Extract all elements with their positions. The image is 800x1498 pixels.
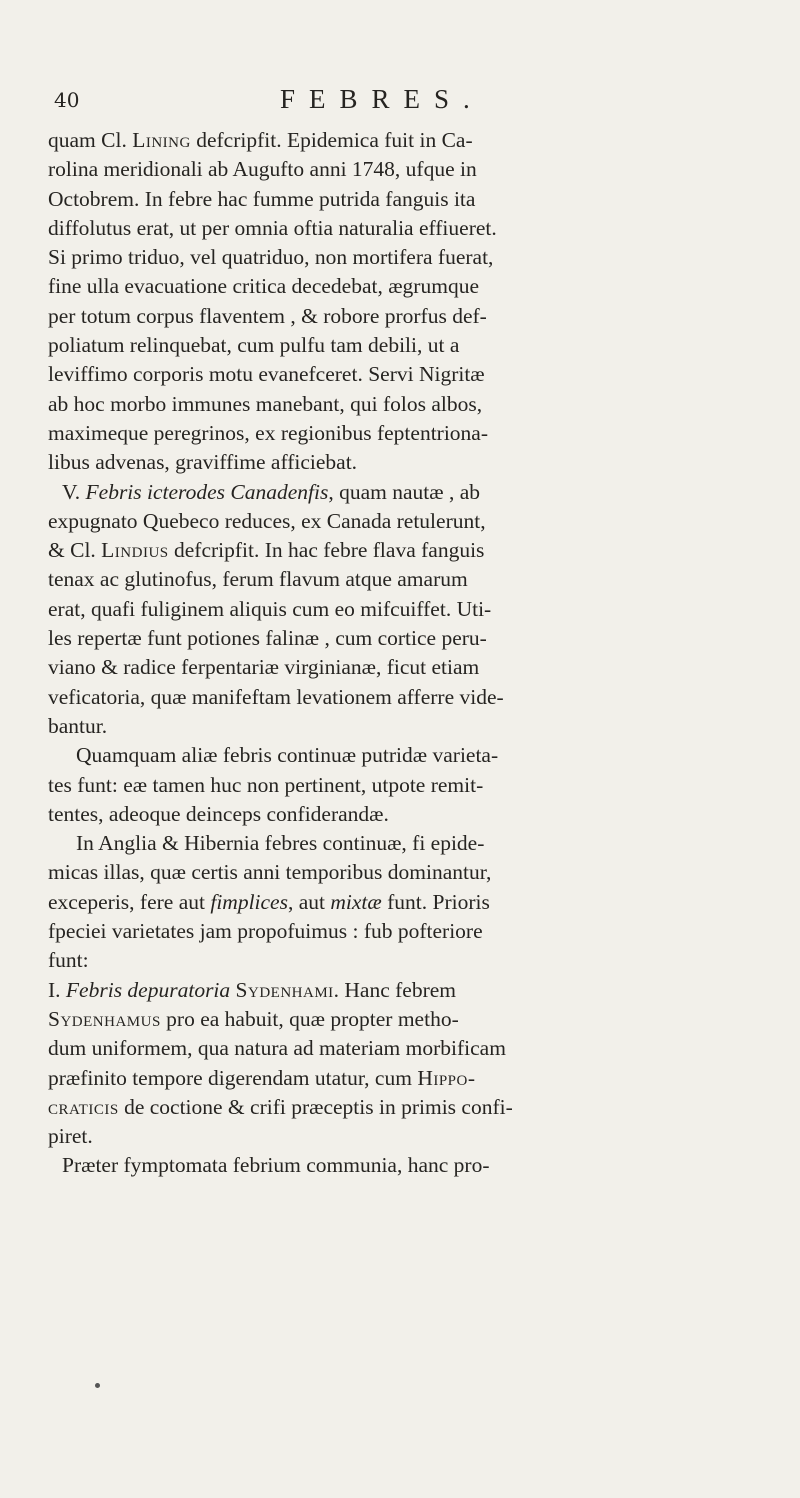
text-run: . Hanc febrem xyxy=(333,977,457,1002)
text-line xyxy=(48,741,760,770)
text-line xyxy=(48,888,760,917)
text-line xyxy=(48,478,760,507)
small-caps-name: Sydenhami xyxy=(235,977,334,1002)
text-run: ab hoc morbo immunes manebant, qui folos albos, xyxy=(48,391,483,416)
text-line xyxy=(48,917,760,946)
text-line xyxy=(48,771,760,800)
text-line xyxy=(48,565,760,594)
text-line xyxy=(48,360,760,389)
body-text xyxy=(48,126,760,1181)
text-run: viano & radice ferpentariæ virginianæ, ficut etiam xyxy=(48,655,480,680)
text-line xyxy=(48,683,760,712)
text-run: de coctione & crifi præceptis in primis confi- xyxy=(118,1094,513,1119)
text-run: In Anglia & Hibernia febres continuæ, fi epide- xyxy=(76,831,485,856)
page-number: 40 xyxy=(54,88,80,112)
text-line xyxy=(48,800,760,829)
text-line xyxy=(48,829,760,858)
text-run: dum uniformem, qua natura ad materiam morbificam xyxy=(48,1036,506,1061)
text-line xyxy=(48,448,760,477)
text-line xyxy=(48,419,760,448)
italic-term: Febris icterodes Canadenfis xyxy=(85,479,329,504)
text-run: fpeciei varietates jam propofuimus : fub pofteriore xyxy=(48,919,483,944)
printer-mark-dot xyxy=(95,1383,100,1388)
text-line xyxy=(48,1122,760,1151)
text-run: præfinito tempore digerendam utatur, cum xyxy=(48,1065,418,1090)
text-run: Octobrem. In febre hac fumme putrida fanguis ita xyxy=(48,186,476,211)
text-run: Præter fymptomata febrium communia, hanc pro- xyxy=(62,1153,490,1178)
text-line xyxy=(48,302,760,331)
text-run: V. xyxy=(62,479,86,504)
text-line xyxy=(48,214,760,243)
text-run: I. xyxy=(48,977,66,1002)
text-line xyxy=(48,507,760,536)
text-run: tenax ac glutinofus, ferum flavum atque amarum xyxy=(48,567,468,592)
italic-term: Febris depuratoria xyxy=(65,977,231,1002)
text-run: leviffimo corporis motu evanefceret. Servi Nigritæ xyxy=(48,362,485,387)
text-line xyxy=(48,976,760,1005)
text-run: , quam nautæ , ab xyxy=(328,479,481,504)
text-run: erat, quafi fuliginem aliquis cum eo mifcuiffet. Uti- xyxy=(48,596,492,621)
text-line xyxy=(48,536,760,565)
text-run: exceperis, fere aut xyxy=(48,889,211,914)
small-caps-name: craticis xyxy=(48,1094,119,1119)
text-run: diffolutus erat, ut per omnia oftia naturalia effiueret. xyxy=(48,215,497,240)
text-run: tentes, adeoque deinceps confiderandæ. xyxy=(48,801,389,826)
text-line xyxy=(48,126,760,155)
text-line xyxy=(48,858,760,887)
text-line xyxy=(48,1064,760,1093)
text-line xyxy=(48,331,760,360)
text-line xyxy=(48,1005,760,1034)
text-run: Si primo triduo, vel quatriduo, non mortifera fuerat, xyxy=(48,245,494,270)
text-run: defcripfit. Epidemica fuit in Ca- xyxy=(190,128,473,152)
text-run: bantur. xyxy=(48,713,108,738)
small-caps-name: Lindius xyxy=(101,538,169,563)
text-run: tes funt: eæ tamen huc non pertinent, utpote remit- xyxy=(48,772,484,797)
text-run: funt. Prioris xyxy=(381,889,490,914)
text-line xyxy=(48,272,760,301)
text-line xyxy=(48,155,760,184)
text-line xyxy=(48,946,760,975)
text-run: , aut xyxy=(287,889,331,914)
text-run: pro ea habuit, quæ propter metho- xyxy=(160,1006,459,1031)
text-run: quam Cl. xyxy=(48,128,133,152)
small-caps-name: Sydenhamus xyxy=(48,1006,161,1031)
italic-term: fimplices xyxy=(210,889,288,914)
text-run: defcripfit. In hac febre flava fanguis xyxy=(168,538,485,563)
text-line xyxy=(48,653,760,682)
text-line xyxy=(48,595,760,624)
text-line xyxy=(48,185,760,214)
small-caps-name: Lining xyxy=(132,128,191,152)
running-head: FEBRES. xyxy=(280,84,484,114)
text-run: fine ulla evacuatione critica decedebat, ægrumque xyxy=(48,274,479,299)
text-run: les repertæ funt potiones falinæ , cum cortice peru- xyxy=(48,626,487,651)
text-line xyxy=(48,1034,760,1063)
page-header xyxy=(54,84,754,118)
text-run: per totum corpus flaventem , & robore prorfus def- xyxy=(48,303,487,328)
text-run: piret. xyxy=(48,1124,93,1149)
text-line xyxy=(48,1151,760,1180)
small-caps-name: Hippo- xyxy=(417,1065,476,1090)
text-run: poliatum relinquebat, cum pulfu tam debili, ut a xyxy=(48,333,460,358)
text-run: & Cl. xyxy=(48,538,102,563)
text-line xyxy=(48,624,760,653)
text-run: veficatoria, quæ manifeftam levationem afferre vide- xyxy=(48,684,504,709)
text-line xyxy=(48,243,760,272)
text-run: funt: xyxy=(48,948,89,973)
text-run: maximeque peregrinos, ex regionibus feptentriona- xyxy=(48,420,489,445)
text-run: rolina meridionali ab Augufto anni 1748, ufque in xyxy=(48,157,477,182)
text-line xyxy=(48,1093,760,1122)
text-run: micas illas, quæ certis anni temporibus dominantur, xyxy=(48,860,492,885)
italic-term: mixtæ xyxy=(330,889,382,914)
text-line xyxy=(48,390,760,419)
text-line xyxy=(48,712,760,741)
text-run: Quamquam aliæ febris continuæ putridæ varieta- xyxy=(76,743,499,768)
text-run: expugnato Quebeco reduces, ex Canada retulerunt, xyxy=(48,508,486,533)
text-run: libus advenas, graviffime afficiebat. xyxy=(48,450,358,475)
